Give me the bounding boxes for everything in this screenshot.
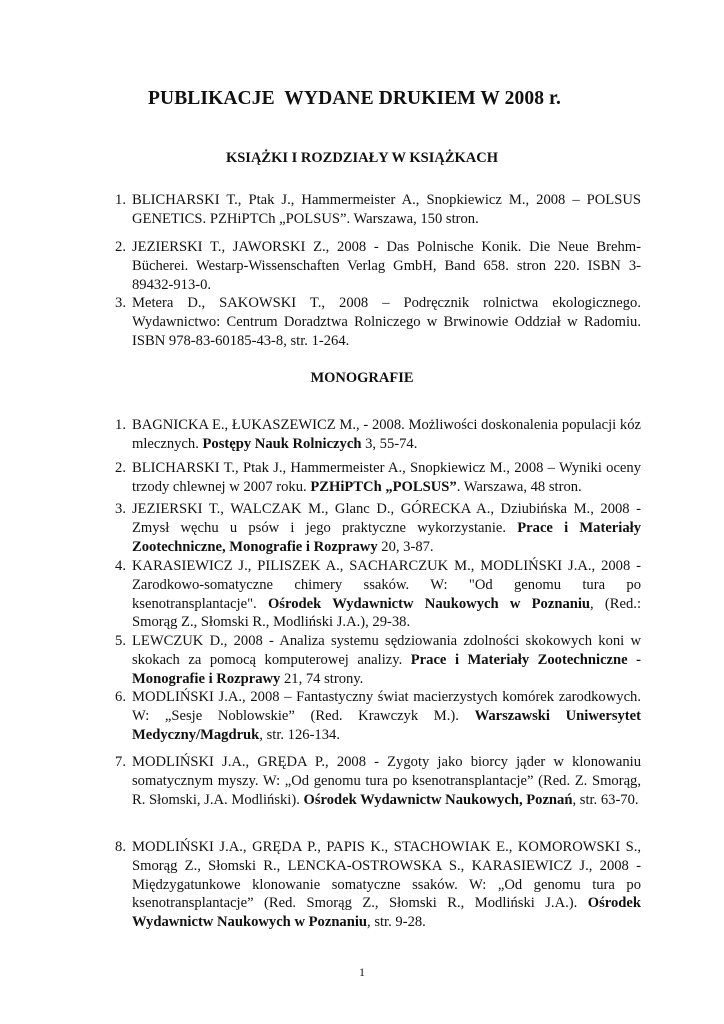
citation-text: LEWCZUK D., 2008 - Analiza systemu sędziowania zdolności skokowych koni w skokach za pomocą komputerowej analizy. [132,633,641,668]
item-text [132,632,641,688]
citation-text: 3, 55-74. [361,435,418,452]
citation-text: JEZIERSKI T., JAWORSKI Z., 2008 - Das Polnische Konik. Die Neue Brehm-Bücherei. Westarp-Wissenschaften Verlag GmbH, Band 658. stron 220. ISBN 3-89432-913-0. [132,239,641,293]
item-number: 5. [115,633,126,649]
page-title: PUBLIKACJE WYDANE DRUKIEM W 2008 r. [148,88,561,109]
citation-text: JEZIERSKI T., WALCZAK M., Glanc D., GÓRECKA A., Dziubińska M., 2008 - Zmysł węchu u psów i jego praktyczne wykorzystanie. [132,501,641,536]
publication-source: Ośrodek Wydawnictw Naukowych w Poznaniu [267,595,591,612]
citation-text: BAGNICKA E., ŁUKASZEWICZ M., - 2008. Możliwości doskonalenia populacji kóz mlecznych. [132,417,641,452]
citation-text: KARASIEWICZ J., PILISZEK A., SACHARCZUK M., MODLIŃSKI J.A., 2008 - Zarodkowo-somatyczne chimery ssaków. W: "Od genomu tura po ksenotransplantacje". [132,558,641,612]
citation-text: BLICHARSKI T., Ptak J., Hammermeister A., Snopkiewicz M., 2008 – POLSUS GENETICS. PZHiPTCh „POLSUS”. Warszawa, 150 stron. [132,192,641,227]
item-text [132,753,641,809]
item-number: 1. [115,192,126,208]
item-number: 4. [115,558,126,574]
citation-text: . Warszawa, 48 stron. [456,478,582,495]
publication-source: Prace i Materiały Zootechniczne, Monografie i Rozprawy [132,519,641,555]
citation-text: , str. 126-134. [259,726,340,743]
publication-source: Prace i Materiały Zootechniczne - Monografie i Rozprawy [132,651,642,687]
citation-text: Metera D., SAKOWSKI T., 2008 – Podręcznik rolnictwa ekologicznego. Wydawnictwo: Centrum Doradztwa Rolniczego w Brwinowie Oddział w Radomiu. ISBN 978-83-60185-43-8, str. 1-264. [132,295,641,349]
item-text [132,459,641,497]
citation-text: , str. 63-70. [572,791,639,808]
citation-text: , (Red.: Smorąg Z., Słomski R., Modliński J.A.), 29-38. [132,595,642,631]
item-text [132,838,641,932]
item-text [132,238,641,294]
publication-source: PZHiPTCh „POLSUS” [310,478,457,495]
publication-source: Postępy Nauk Rolniczych [202,435,362,452]
publication-source: Warszawski Uniwersytet Medyczny/Magdruk [132,707,641,743]
section-heading-books: KSIĄŻKI I ROZDZIAŁY W KSIĄŻKACH [225,150,499,166]
citation-text: MODLIŃSKI J.A., GRĘDA P., PAPIS K., STACHOWIAK E., KOMOROWSKI S., Smorąg Z., Słomski R., LENCKA-OSTROWSKA S., KARASIEWICZ J., 2008 - Międzygatunkowe klonowanie somatyczne ssaków. W: „Od genomu tura po ksenotransplantacje” (Red. Smorąg Z., Słomski R., Modliński J.A.). [132,839,641,912]
item-number: 7. [115,754,126,770]
item-text [132,557,641,632]
citation-text: 21, 74 strony. [280,670,364,687]
section-heading-monographs: MONOGRAFIE [310,370,414,386]
citation-text: MODLIŃSKI J.A., 2008 – Fantastyczny świat macierzystych komórek zarodkowych. W: „Sesje Noblowskie” (Red. Krawczyk M.). [132,689,641,724]
citation-text: 20, 3-87. [377,538,434,555]
citation-text: BLICHARSKI T., Ptak J., Hammermeister A., Snopkiewicz M., 2008 – Wyniki oceny trzody chlewnej w 2007 roku. [132,460,641,495]
item-number: 3. [115,295,126,311]
item-number: 2. [115,239,126,255]
item-text [132,688,641,744]
item-text [132,416,641,454]
citation-text: , str. 9-28. [367,914,426,931]
item-text [132,294,641,350]
item-text [132,500,641,556]
item-number: 1. [115,417,126,433]
item-text [132,191,641,229]
page-number: 1 [359,965,365,979]
item-number: 6. [115,689,126,705]
publication-source: Ośrodek Wydawnictw Naukowych w Poznaniu [132,895,641,931]
item-number: 3. [115,501,126,517]
item-number: 8. [115,839,126,855]
publication-source: Ośrodek Wydawnictw Naukowych, Poznań [303,791,573,808]
item-number: 2. [115,460,126,476]
citation-text: MODLIŃSKI J.A., GRĘDA P., 2008 - Zygoty jako biorcy jąder w klonowaniu somatycznym myszy. W: „Od genomu tura po ksenotransplantacje” (Red. Z. Smorąg, R. Słomski, J.A. Modliński). [132,754,641,808]
